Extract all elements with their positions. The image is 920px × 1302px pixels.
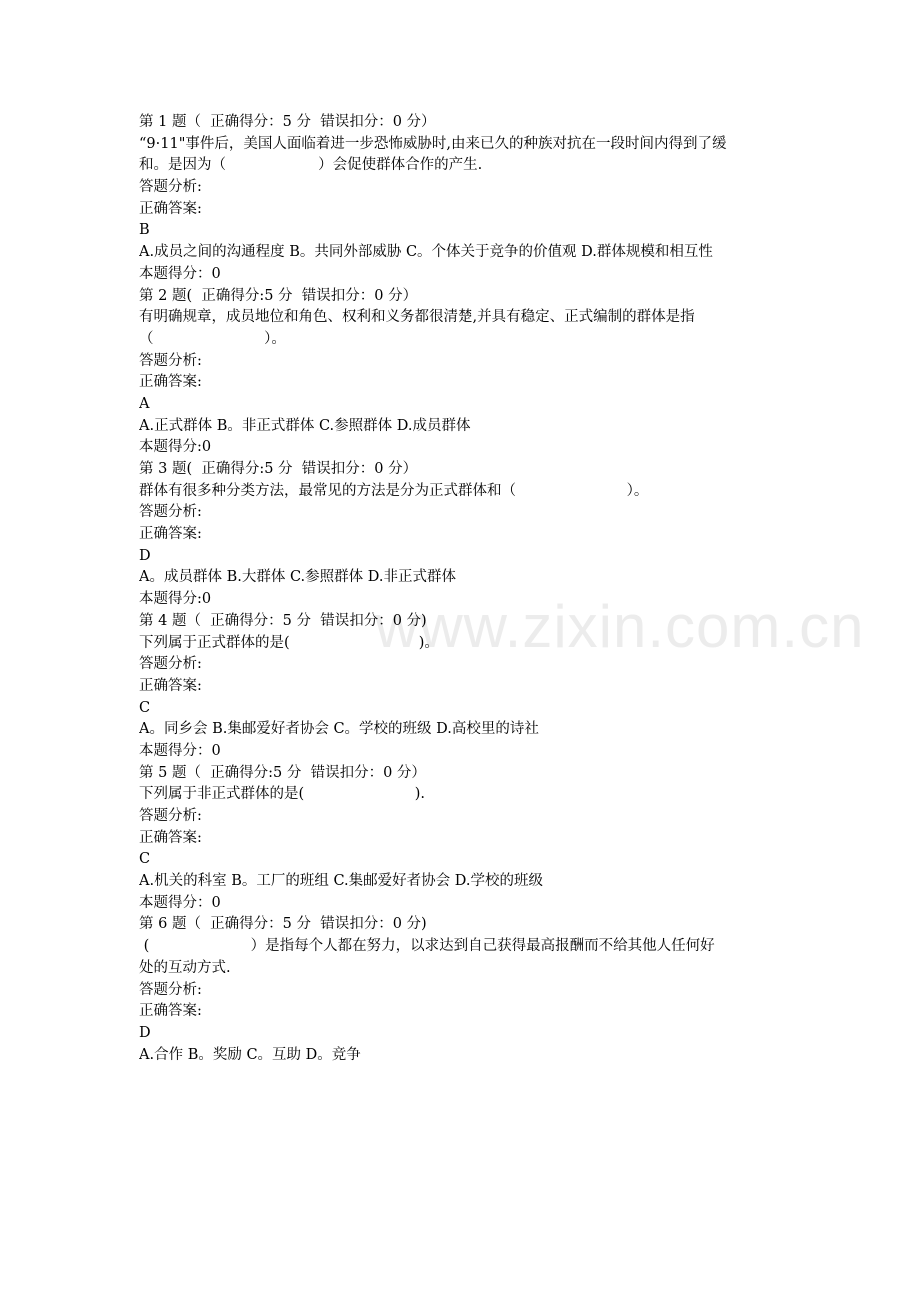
correct-answer: C — [139, 851, 151, 868]
answer-options: A。成员群体 B.大群体 C.参照群体 D.非正式群体 — [139, 569, 456, 586]
question-header: 第 1 题（ 正确得分：5 分 错误扣分：0 分） — [139, 114, 436, 130]
correct-answer: B — [139, 222, 150, 239]
answer-label: 正确答案: — [139, 829, 202, 846]
watermark: www.zixin.com.cn — [375, 593, 865, 660]
question-stem-line: （ ）。 — [139, 330, 286, 347]
question-header: 第 3 题( 正确得分:5 分 错误扣分：0 分） — [139, 461, 418, 477]
question-5 — [139, 763, 789, 915]
answer-label: 正确答案: — [139, 374, 202, 391]
question-2 — [139, 286, 789, 460]
correct-answer: C — [139, 699, 151, 716]
answer-label: 正确答案: — [139, 526, 202, 543]
question-stem-line: “9·11"事件后，美国人面临着进一步恐怖威胁时,由来已久的种族对抗在一段时间内得到了缓 — [139, 135, 727, 152]
analysis-label: 答题分析: — [139, 504, 202, 521]
answer-label: 正确答案: — [139, 677, 202, 694]
answer-options: A.合作 B。奖励 C。互助 D。竞争 — [139, 1046, 361, 1063]
question-score: 本题得分：0 — [139, 265, 221, 282]
question-6 — [139, 914, 789, 1066]
answer-options: A.成员之间的沟通程度 B。共同外部威胁 C。个体关于竞争的价值观 D.群体规模和相互性 — [139, 244, 713, 261]
analysis-label: 答题分析: — [139, 981, 202, 998]
question-score: 本题得分：0 — [139, 742, 221, 759]
question-stem-line: 下列属于非正式群体的是( ). — [139, 786, 426, 803]
answer-options: A.机关的科室 B。工厂的班组 C.集邮爱好者协会 D.学校的班级 — [139, 873, 543, 890]
analysis-label: 答题分析: — [139, 352, 202, 369]
question-score: 本题得分：0 — [139, 894, 221, 911]
answer-options: A.正式群体 B。非正式群体 C.参照群体 D.成员群体 — [139, 417, 471, 434]
question-stem-line: 和。是因为（ ）会促使群体合作的产生. — [139, 157, 483, 174]
question-score: 本题得分:0 — [139, 439, 212, 456]
question-header: 第 5 题（ 正确得分:5 分 错误扣分：0 分） — [139, 764, 426, 781]
analysis-label: 答题分析: — [139, 656, 202, 673]
document-body — [139, 112, 789, 1066]
question-stem-line: 群体有很多种分类方法，最常见的方法是分为正式群体和（ ）。 — [139, 482, 649, 499]
question-stem-line: 处的互动方式. — [139, 959, 231, 976]
analysis-label: 答题分析: — [139, 179, 202, 196]
question-1 — [139, 112, 789, 286]
answer-options: A。同乡会 B.集邮爱好者协会 C。学校的班级 D.高校里的诗社 — [139, 721, 539, 738]
question-stem-line: 下列属于正式群体的是( )。 — [139, 634, 439, 651]
correct-answer: A — [139, 395, 150, 412]
question-header: 第 2 题( 正确得分:5 分 错误扣分：0 分） — [139, 287, 418, 304]
correct-answer: D — [139, 1024, 151, 1041]
question-stem-line: ( ）是指每个人都在努力，以求达到自己获得最高报酬而不给其他人任何好 — [139, 938, 715, 955]
question-header: 第 4 题（ 正确得分：5 分 错误扣分：0 分) — [139, 612, 427, 629]
question-header: 第 6 题（ 正确得分：5 分 错误扣分：0 分) — [139, 916, 427, 933]
answer-label: 正确答案: — [139, 1003, 202, 1020]
question-4 — [139, 611, 789, 763]
answer-label: 正确答案: — [139, 200, 202, 217]
question-score: 本题得分:0 — [139, 591, 212, 608]
question-stem-line: 有明确规章，成员地位和角色、权利和义务都很清楚,并具有稳定、正式编制的群体是指 — [139, 309, 695, 326]
correct-answer: D — [139, 547, 151, 564]
analysis-label: 答题分析: — [139, 808, 202, 824]
question-3 — [139, 459, 789, 611]
